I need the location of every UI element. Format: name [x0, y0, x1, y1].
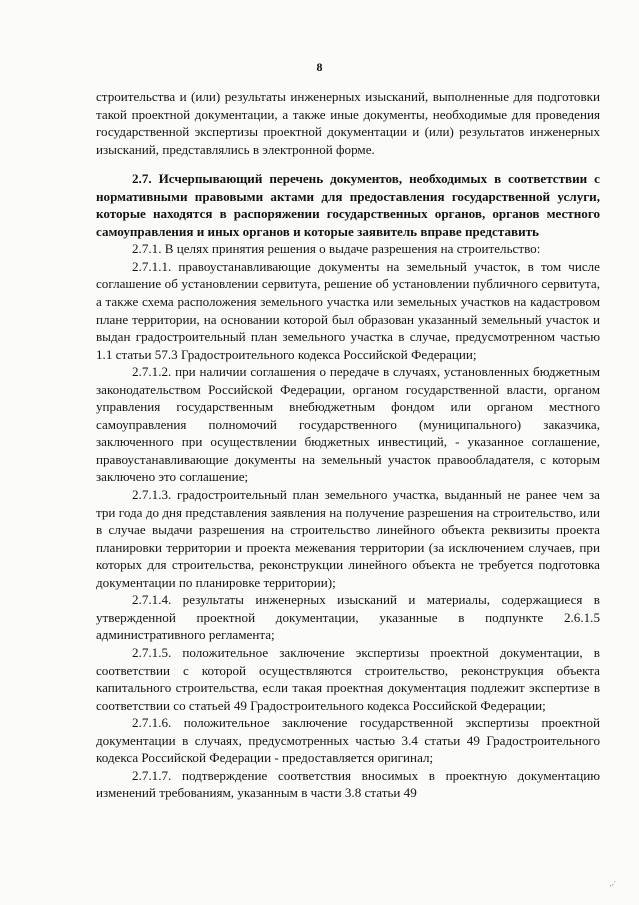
paragraph-2-7-1-3: 2.7.1.3. градостроительный план земельного участка, выданный не ранее чем за три года до дня представления заявления на получение разрешения на строительство, или в случае выдачи разрешения на строительство линейного объекта реквизиты проекта планировки территории и проекта межевания территории (за исключением случаев, при которых для строительства, реконструкции линейного объекта не требуется подготовка документации по планировке территории); — [96, 487, 600, 590]
paragraph-2-7-1-2: 2.7.1.2. при наличии соглашения о передаче в случаях, установленных бюджетным законодательством Российской Федерации, органом государственной власти, органом управления государственным внебюджетным фондом или органом местного самоуправления полномочий государственного (муниципального) заказчика, заключенного при осуществлении бюджетных инвестиций, - указанное соглашение, правоустанавливающие документы на земельный участок правообладателя, с которым заключено это соглашение; — [96, 364, 600, 485]
paragraph-2-7-1-4: 2.7.1.4. результаты инженерных изысканий и материалы, содержащиеся в утвержденной проектной документации, указанные в подпункте 2.6.1.5 административного регламента; — [96, 592, 600, 643]
page-number: 8 — [316, 60, 323, 74]
document-body — [96, 88, 600, 802]
paragraph-2-7-1-6: 2.7.1.6. положительное заключение государственной экспертизы проектной документации в случаях, предусмотренных частью 3.4 статьи 49 Градостроительного кодекса Российской Федерации - предоставляется оригинал; — [96, 715, 600, 766]
paragraph-2-7-1-7: 2.7.1.7. подтверждение соответствия вносимых в проектную документацию изменений требованиям, указанным в части 3.8 статьи 49 — [96, 767, 600, 801]
paragraph-2-7-1-5: 2.7.1.5. положительное заключение экспертизы проектной документации, в соответствии с которой осуществляются строительство, реконструкция объекта капитального строительства, если такая проектная документация подлежит экспертизе в соответствии со статьей 49 Градостроительного кодекса Российской Федерации; — [96, 644, 600, 713]
scan-artifact-mark: ⸱⸱˙ — [607, 879, 619, 891]
paragraph-2-7-1: 2.7.1. В целях принятия решения о выдаче разрешения на строительство: — [132, 241, 541, 257]
paragraph-2-7-1-1: 2.7.1.1. правоустанавливающие документы на земельный участок, в том числе соглашение об установлении сервитута, решение об установлении публичного сервитута, а также схема расположения земельного участка или земельных участков на кадастровом плане территории, на основании которой был образован указанный земельный участок и выдан градостроительный план земельного участка в случае, предусмотренном частью 1.1 статьи 57.3 Градостроительного кодекса Российской Федерации; — [96, 258, 600, 362]
section-heading-2-7: 2.7. Исчерпывающий перечень документов, необходимых в соответствии с нормативными правовыми актами для предоставления государственной услуги, которые находятся в распоряжении государственных органов, органов местного самоуправления и иных органов и которые заявитель вправе представить — [96, 171, 600, 239]
paragraph-continuation: строительства и (или) результаты инженерных изысканий, выполненные для подготовки такой проектной документации, а также иные документы, необходимые для проведения государственной экспертизы проектной документации и (или) результатов инженерных изысканий, представлялись в электронной форме. — [96, 89, 600, 157]
